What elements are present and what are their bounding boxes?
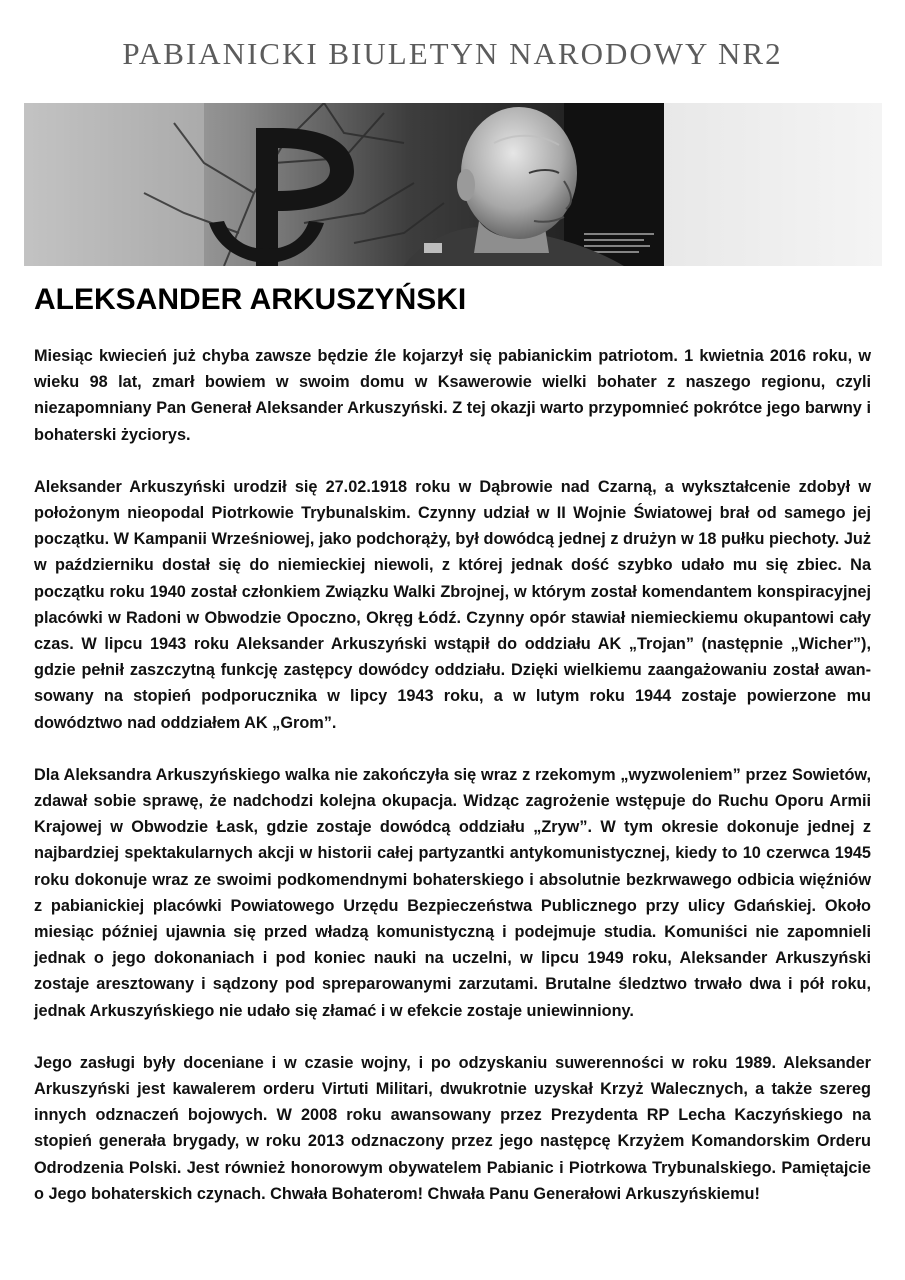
portrait-photo [24, 103, 882, 266]
article-headline: ALEKSANDER ARKUSZYŃSKI [34, 283, 467, 316]
portrait-photo-illustration [24, 103, 882, 266]
article-paragraph: Aleksander Arkuszyński urodził się 27.02.1918 roku w Dąbrowie nad Czarną, a wykształcenie zdobył w położonym nieopodal Piotrkowie Trybunalskim. Czynny udział w II Wojnie Światowej brał od samego jej początku. W Kampanii Wrześniowej, jako podchorąży, był dowódcą jednej z drużyn w 18 pułku piechoty. Już w październiku dostał się do niemieckiej niewoli, z której jednak dość szybko udało mu się zbiec. Na początku roku 1940 został członkiem Związku Walki Zbrojnej, w którym został komendantem konspiracyjnej placówki w Radoni w Obwodzie Opoczno, Okręg Łódź. Czynny opór stawiał niemieckiemu okupantowi cały czas. W lipcu 1943 roku Aleksander Arkuszyński wstąpił do oddziału AK „Trojan” (następnie „Wicher”), gdzie pełnił zaszczytną funkcję zastępcy dowódcy oddziału. Dzięki wielkiemu zaangażowaniu został awansowany na stopień podporucznika w lipcy 1943 roku, a w lutym roku 1944 zostaje powierzone mu dowództwo nad oddziałem AK „Grom”. [34, 477, 871, 732]
bulletin-title: PABIANICKI BIULETYN NARODOWY NR2 [122, 36, 783, 71]
article-paragraph: Jego zasługi były doceniane i w czasie wojny, i po odzyskaniu suwerenności w roku 1989. Aleksander Arkuszyński jest kawalerem orderu Virtuti Militari, dwukrotnie uzyskał Krzyż Walecznych, a także szereg innych odznaczeń bojowych. W 2008 roku awansowany przez Prezydenta RP Lecha Kaczyńskiego na stopień generała brygady, w roku 2013 odznaczony przez jego następcę Krzyżem Komandorskim Orderu Odrodzenia Polski. Jest również honorowym obywatelem Pabianic i Piotrkowa Trybunalskiego. Pamiętajcie o Jego bohaterskich czynach. Chwała Bohaterom! Chwała Panu Generałowi Arkuszyńskiemu! [34, 1053, 871, 1203]
article-paragraph: Miesiąc kwiecień już chyba zawsze będzie źle kojarzył się pabianickim patriotom. 1 kwietnia 2016 roku, w wieku 98 lat, zmarł bowiem w swoim domu w Ksawerowie wielki bohater z naszego regionu, czyli niezapomniany Pan Generał Aleksander Arkuszyński. Z tej okazji warto przypomnieć pokrótce jego barwny i bohaterski życiorys. [34, 347, 871, 444]
article-body [34, 343, 871, 1233]
article-paragraph: Dla Aleksandra Arkuszyńskiego walka nie zakończyła się wraz z rzekomym „wyzwoleniem” przez Sowietów, zdawał sobie sprawę, że nadchodzi kolejna okupacja. Widząc zagrożenie wstępuje do Ruchu Oporu Armii Krajowej w Obwodzie Łask, gdzie zostaje dowódcą oddziału „Zryw”. W tym okresie dokonuje jednej z najbardziej spektakularnych akcji w historii całej partyzantki antykomunistycznej, kiedy to 10 czerwca 1945 roku dokonuje wraz ze swoimi podkomendnymi bohaterskiego i absolutnie bezkrwawego odbicia więźniów z pabianickiej placówki Powiatowego Urzędu Bezpieczeństwa Publicznego przy ulicy Gdańskiej. Około miesiąc później ujawnia się przed władzą komunistyczną i podejmuje studia. Komuniści nie zapomnieli jednak o jego dokonaniach i pod koniec nauki na uczelni, w lipcu 1949 roku, Aleksander Arkuszyński zostaje aresztowany i sądzony pod spreparowanymi zarzutami. Brutalne śledztwo trwało dwa i pół roku, jednak Arkuszyńskiego nie udało się złamać i w efekcie zostaje uniewinniony. [34, 765, 871, 1020]
